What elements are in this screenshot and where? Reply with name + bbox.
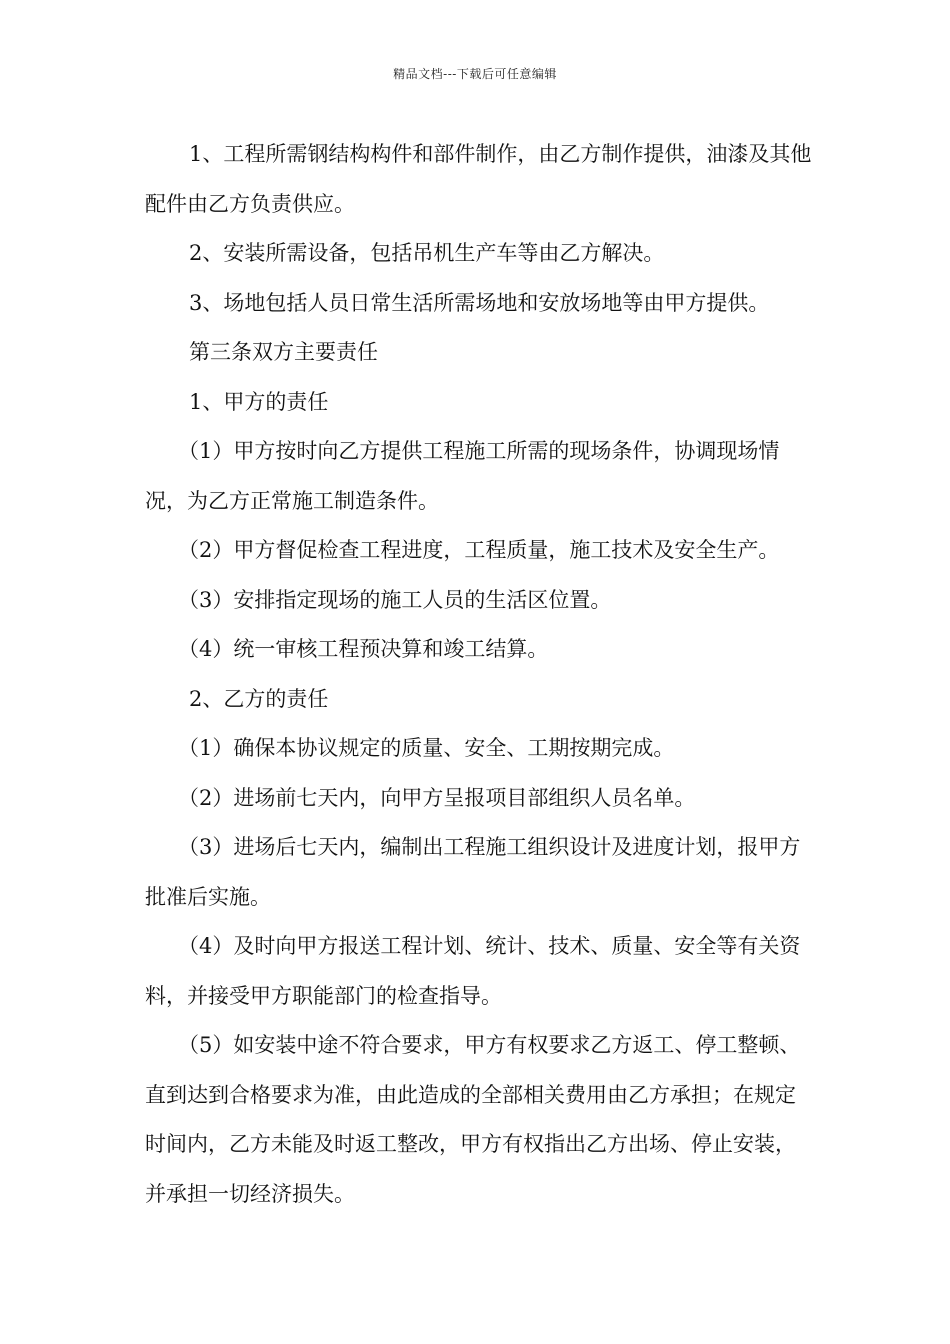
- document-body: [145, 130, 815, 1219]
- paragraph-site: 3、场地包括人员日常生活所需场地和安放场地等由甲方提供。: [189, 290, 770, 315]
- paragraph-equipment: 2、安装所需设备，包括吊机生产车等由乙方解决。: [189, 241, 665, 265]
- subheading-party-a: 1、甲方的责任: [189, 389, 329, 414]
- party-a-item-3: （3）安排指定现场的施工人员的生活区位置。: [178, 587, 612, 612]
- party-b-item-3: （3）进场后七天内，编制出工程施工组织设计及进度计划，报甲方批准后实施。: [145, 835, 801, 909]
- party-a-item-1: （1）甲方按时向乙方提供工程施工所需的现场条件，协调现场情况，为乙方正常施工制造条件。: [145, 439, 780, 513]
- section-heading-article-3: 第三条双方主要责任: [189, 340, 378, 364]
- party-b-item-2: （2）进场前七天内，向甲方呈报项目部组织人员名单。: [178, 785, 696, 810]
- party-a-item-2: （2）甲方督促检查工程进度，工程质量，施工技术及安全生产。: [178, 538, 780, 562]
- party-b-item-4: （4）及时向甲方报送工程计划、统计、技术、质量、安全等有关资料，并接受甲方职能部门的检查指导。: [145, 934, 801, 1008]
- party-b-item-1: （1）确保本协议规定的质量、安全、工期按期完成。: [178, 736, 675, 760]
- party-b-item-5: （5）如安装中途不符合要求，甲方有权要求乙方返工、停工整顿、直到达到合格要求为准，由此造成的全部相关费用由乙方承担；在规定时间内，乙方未能及时返工整改，甲方有权指出乙方出场、停止安装，并承担一切经济损失。: [145, 1033, 801, 1206]
- page-header: 精品文档---下载后可任意编辑: [393, 67, 557, 81]
- subheading-party-b: 2、乙方的责任: [189, 686, 329, 711]
- paragraph-materials-supply: 1、工程所需钢结构构件和部件制作，由乙方制作提供，油漆及其他配件由乙方负责供应。: [145, 142, 812, 216]
- party-a-item-4: （4）统一审核工程预决算和竣工结算。: [178, 637, 549, 661]
